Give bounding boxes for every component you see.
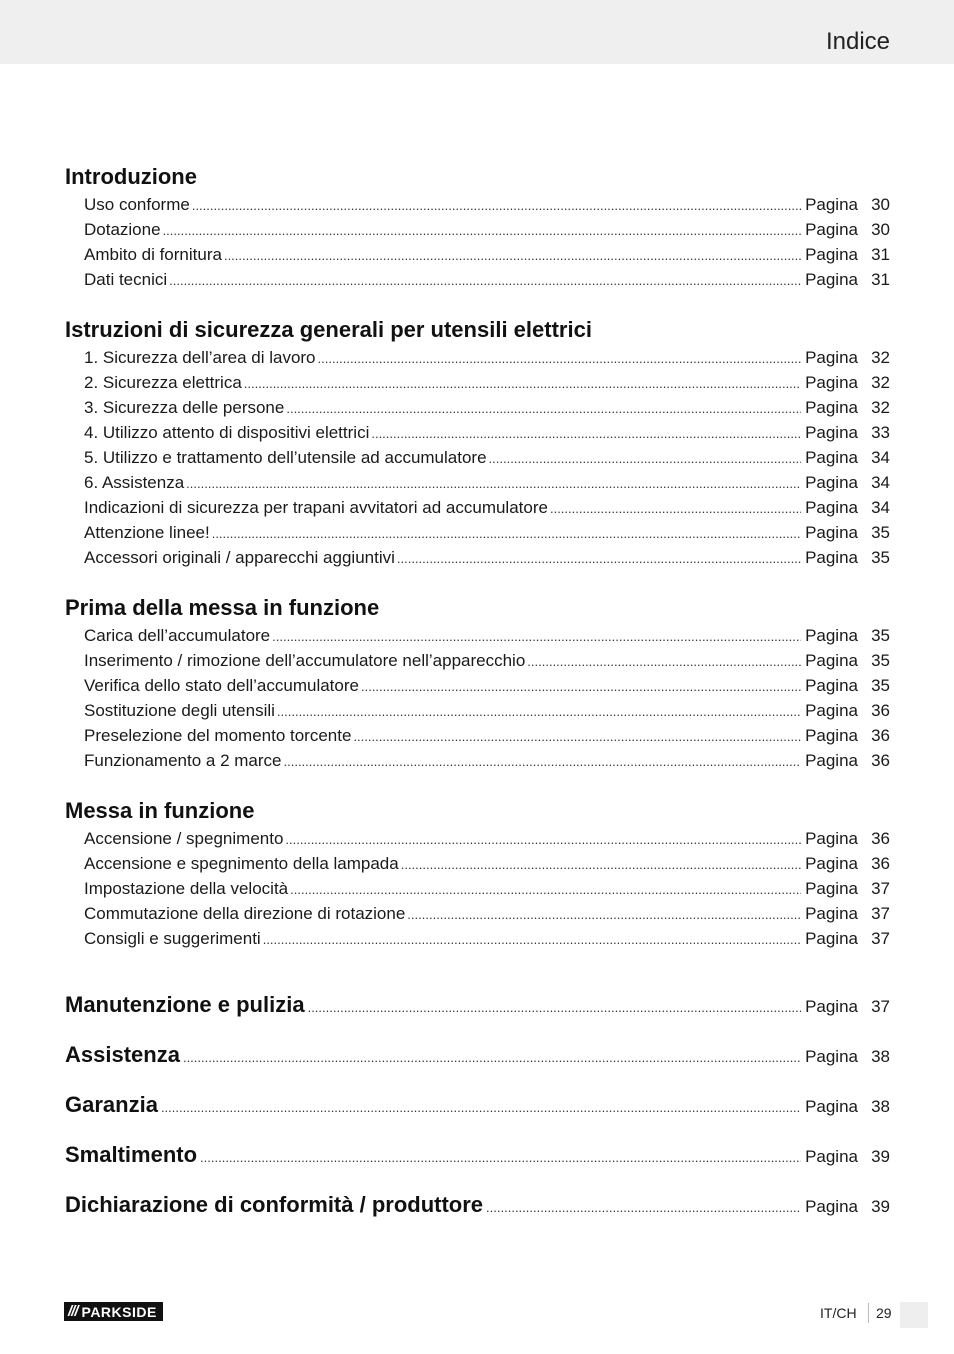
page-word: Pagina xyxy=(805,854,858,873)
dot-leader xyxy=(192,193,801,218)
toc-entry xyxy=(65,545,890,570)
section-spacer xyxy=(65,570,890,593)
dot-leader xyxy=(163,218,802,243)
toc-entry-page: 36 xyxy=(871,701,890,720)
page-word: Pagina xyxy=(805,348,858,367)
toc-main-entry-page: 39 xyxy=(871,1147,890,1166)
toc-main-entries xyxy=(65,980,890,1230)
dot-leader xyxy=(550,496,801,521)
logo-stripes: /// xyxy=(68,1303,78,1320)
toc-entry xyxy=(65,470,890,495)
page-word: Pagina xyxy=(805,548,858,567)
toc-entry-label: 6. Assistenza xyxy=(84,473,185,492)
toc-entry-page: 34 xyxy=(871,473,890,492)
toc-entry-label: 4. Utilizzo attento di dispositivi elettrici xyxy=(84,423,370,442)
dot-leader xyxy=(169,268,801,293)
dot-leader xyxy=(290,877,801,902)
dot-leader xyxy=(397,546,801,571)
toc-main-entry xyxy=(65,1130,890,1180)
toc-entry-page: 32 xyxy=(871,373,890,392)
page-word: Pagina xyxy=(805,1047,858,1066)
page-title: Indice xyxy=(825,28,890,55)
table-of-contents xyxy=(65,162,890,1230)
page-word: Pagina xyxy=(805,904,858,923)
toc-entry-page: 35 xyxy=(871,676,890,695)
toc-entry-page: 35 xyxy=(871,548,890,567)
section-heading: Introduzione xyxy=(65,164,197,189)
dot-leader xyxy=(200,1133,801,1183)
toc-entry xyxy=(65,242,890,267)
toc-entry-page: 35 xyxy=(871,651,890,670)
toc-entry xyxy=(65,370,890,395)
toc-entry xyxy=(65,267,890,292)
toc-entry-page: 35 xyxy=(871,626,890,645)
toc-sections xyxy=(65,162,890,974)
toc-main-entry-page: 38 xyxy=(871,1097,890,1116)
dot-leader xyxy=(224,243,801,268)
page-word: Pagina xyxy=(805,498,858,517)
toc-entry-page: 37 xyxy=(871,929,890,948)
footer-tab-box xyxy=(900,1302,928,1328)
toc-entry-label: Uso conforme xyxy=(84,195,190,214)
toc-entry-page: 34 xyxy=(871,498,890,517)
dot-leader xyxy=(401,852,801,877)
logo-text: PARKSIDE xyxy=(81,1303,157,1320)
toc-entry-label: Inserimento / rimozione dell’accumulatore nell’apparecchio xyxy=(84,651,526,670)
toc-entry-label: Dati tecnici xyxy=(84,270,168,289)
toc-entry-page: 36 xyxy=(871,726,890,745)
toc-entry-page: 36 xyxy=(871,854,890,873)
toc-entry-label: 1. Sicurezza dell’area di lavoro xyxy=(84,348,316,367)
toc-entry-page: 31 xyxy=(871,245,890,264)
toc-main-entry xyxy=(65,980,890,1030)
toc-main-entry-label: Smaltimento xyxy=(65,1142,198,1167)
toc-entry xyxy=(65,445,890,470)
dot-leader xyxy=(277,699,801,724)
dot-leader xyxy=(272,624,801,649)
page-number: 29 xyxy=(876,1305,892,1321)
dot-leader xyxy=(244,371,801,396)
toc-entry xyxy=(65,345,890,370)
dot-leader xyxy=(183,1033,801,1083)
dot-leader xyxy=(284,749,802,774)
toc-main-entry-label: Dichiarazione di conformità / produttore xyxy=(65,1192,484,1217)
section-heading: Messa in funzione xyxy=(65,798,255,823)
page-word: Pagina xyxy=(805,423,858,442)
toc-entry-label: Verifica dello stato dell’accumulatore xyxy=(84,676,359,695)
toc-entry-page: 35 xyxy=(871,523,890,542)
page-word: Pagina xyxy=(805,1147,858,1166)
toc-entry-label: 3. Sicurezza delle persone xyxy=(84,398,285,417)
page-word: Pagina xyxy=(805,651,858,670)
toc-entry-label: Sostituzione degli utensili xyxy=(84,701,275,720)
toc-entry xyxy=(65,876,890,901)
toc-entry-page: 37 xyxy=(871,879,890,898)
toc-main-entry xyxy=(65,1180,890,1230)
dot-leader xyxy=(212,521,801,546)
dot-leader xyxy=(489,446,802,471)
dot-leader xyxy=(286,396,801,421)
section-spacer xyxy=(65,773,890,796)
page-word: Pagina xyxy=(805,626,858,645)
toc-main-entry-label: Assistenza xyxy=(65,1042,180,1067)
toc-entry xyxy=(65,851,890,876)
header-band xyxy=(0,0,954,64)
toc-entry-label: Funzionamento a 2 marce xyxy=(84,751,282,770)
dot-leader xyxy=(318,346,802,371)
page-word: Pagina xyxy=(805,829,858,848)
toc-entry-page: 37 xyxy=(871,904,890,923)
dot-leader xyxy=(308,983,801,1033)
toc-entry xyxy=(65,623,890,648)
footer-divider xyxy=(868,1303,869,1323)
dot-leader xyxy=(263,927,801,952)
section-heading: Istruzioni di sicurezza generali per utensili elettrici xyxy=(65,317,592,342)
page-word: Pagina xyxy=(805,751,858,770)
page-word: Pagina xyxy=(805,195,858,214)
toc-entry xyxy=(65,395,890,420)
toc-entry-label: Ambito di fornitura xyxy=(84,245,222,264)
dot-leader xyxy=(186,471,801,496)
toc-main-entry-page: 39 xyxy=(871,1197,890,1216)
toc-entry-page: 32 xyxy=(871,348,890,367)
toc-entry-label: 5. Utilizzo e trattamento dell’utensile ad accumulatore xyxy=(84,448,487,467)
page-word: Pagina xyxy=(805,523,858,542)
dot-leader xyxy=(527,649,801,674)
toc-entry-page: 32 xyxy=(871,398,890,417)
toc-entry-label: 2. Sicurezza elettrica xyxy=(84,373,242,392)
toc-entry-page: 31 xyxy=(871,270,890,289)
section-spacer xyxy=(65,292,890,315)
toc-entry-label: Commutazione della direzione di rotazione xyxy=(84,904,406,923)
toc-entry xyxy=(65,217,890,242)
toc-entry-page: 33 xyxy=(871,423,890,442)
dot-leader xyxy=(361,674,801,699)
toc-entry xyxy=(65,826,890,851)
page-word: Pagina xyxy=(805,373,858,392)
dot-leader xyxy=(407,902,801,927)
toc-entry-label: Impostazione della velocità xyxy=(84,879,289,898)
page-word: Pagina xyxy=(805,1197,858,1216)
toc-main-entry-page: 38 xyxy=(871,1047,890,1066)
toc-entry xyxy=(65,495,890,520)
toc-entry-label: Indicazioni di sicurezza per trapani avvitatori ad accumulatore xyxy=(84,498,548,517)
page-word: Pagina xyxy=(805,220,858,239)
toc-entry xyxy=(65,192,890,217)
toc-entry xyxy=(65,420,890,445)
toc-main-entry-label: Manutenzione e pulizia xyxy=(65,992,305,1017)
toc-entry-label: Dotazione xyxy=(84,220,161,239)
page-word: Pagina xyxy=(805,473,858,492)
toc-entry-page: 36 xyxy=(871,829,890,848)
language-code: IT/CH xyxy=(820,1305,857,1321)
toc-entry xyxy=(65,748,890,773)
toc-entry xyxy=(65,673,890,698)
page-word: Pagina xyxy=(805,726,858,745)
page-word: Pagina xyxy=(805,676,858,695)
toc-main-entry xyxy=(65,1030,890,1080)
toc-entry-label: Attenzione linee! xyxy=(84,523,210,542)
section-spacer xyxy=(65,951,890,974)
page-word: Pagina xyxy=(805,245,858,264)
dot-leader xyxy=(371,421,801,446)
page-word: Pagina xyxy=(805,398,858,417)
toc-entry xyxy=(65,698,890,723)
toc-entry-page: 30 xyxy=(871,220,890,239)
toc-entry-label: Carica dell’accumulatore xyxy=(84,626,271,645)
dot-leader xyxy=(161,1083,801,1133)
page-word: Pagina xyxy=(805,929,858,948)
toc-entry xyxy=(65,723,890,748)
dot-leader xyxy=(486,1183,801,1233)
toc-entry xyxy=(65,901,890,926)
toc-entry-label: Consigli e suggerimenti xyxy=(84,929,261,948)
toc-entry-label: Accensione / spegnimento xyxy=(84,829,284,848)
toc-entry-label: Preselezione del momento torcente xyxy=(84,726,352,745)
dot-leader xyxy=(285,827,801,852)
toc-entry-label: Accensione e spegnimento della lampada xyxy=(84,854,399,873)
page-word: Pagina xyxy=(805,448,858,467)
toc-entry xyxy=(65,520,890,545)
page-word: Pagina xyxy=(805,701,858,720)
parkside-logo xyxy=(64,1302,163,1321)
toc-main-entry xyxy=(65,1080,890,1130)
toc-entry-label: Accessori originali / apparecchi aggiuntivi xyxy=(84,548,395,567)
page-word: Pagina xyxy=(805,879,858,898)
toc-main-entry-page: 37 xyxy=(871,997,890,1016)
toc-entry xyxy=(65,648,890,673)
page-word: Pagina xyxy=(805,997,858,1016)
toc-entry-page: 34 xyxy=(871,448,890,467)
section-heading: Prima della messa in funzione xyxy=(65,595,380,620)
toc-entry-page: 36 xyxy=(871,751,890,770)
toc-entry-page: 30 xyxy=(871,195,890,214)
toc-main-entry-label: Garanzia xyxy=(65,1092,158,1117)
dot-leader xyxy=(353,724,801,749)
page-word: Pagina xyxy=(805,1097,858,1116)
toc-entry xyxy=(65,926,890,951)
page-word: Pagina xyxy=(805,270,858,289)
